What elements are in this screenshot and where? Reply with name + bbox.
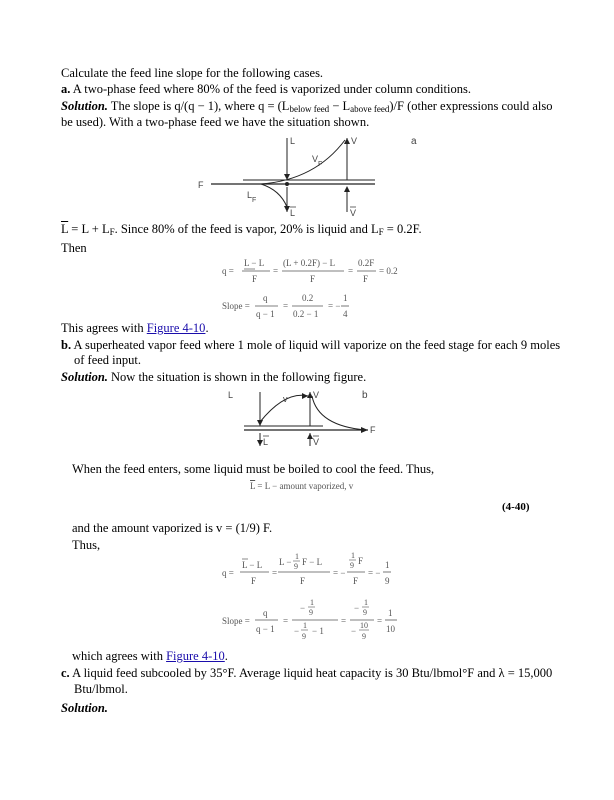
agrees-b-pre: which agrees with: [72, 649, 167, 663]
fig-b-label-V: V: [313, 390, 320, 400]
eq-b-slope-d2f-n: 1: [303, 621, 307, 630]
solution-a-minus: − L: [329, 99, 351, 113]
eq-b-q-n1: L − L: [242, 560, 263, 570]
eq-a-slope-d3: 4: [343, 309, 348, 319]
eq-440-lbar: $\overline{L}$: [250, 481, 256, 491]
eq-b-q-n3b: F: [358, 556, 364, 566]
solution-a-text1: The slope is q/(q − 1), where q = (L: [107, 99, 290, 113]
after-fig-a-sub1: F: [109, 227, 115, 237]
eq-b-q-n2-frac-d: 9: [294, 562, 298, 571]
fig-a-label-VF: V: [312, 154, 319, 164]
fig-b-label-F: F: [370, 425, 376, 435]
eq-b-q-n4: 1: [385, 560, 390, 570]
figure-4-10-link-b[interactable]: Figure 4-10: [166, 649, 225, 663]
fig-a-LF-curve: [261, 184, 287, 207]
eq-b-q-d2: F: [300, 576, 306, 586]
eq-b-slope-n2f-n: 1: [310, 598, 314, 607]
fig-a-label-Lbar: L: [290, 208, 296, 218]
eq-b-q-n2b: F − L: [302, 557, 323, 567]
part-b-solution: [61, 369, 366, 385]
equation-b-slope: [222, 598, 402, 642]
eq-b-slope-d3f-d: 9: [362, 632, 366, 641]
eq-b-q-n3-frac-n: 1: [351, 551, 355, 560]
eq-a-q-d1: F: [252, 274, 258, 284]
intro-text: Calculate the feed line slope for the following cases.: [61, 66, 324, 80]
svg-text:=: =: [341, 616, 347, 626]
eq-a-slope-d1: q − 1: [256, 309, 275, 319]
fig-a-label-F: F: [198, 180, 204, 190]
part-c-statement-2: Btu/lbmol.: [74, 682, 128, 696]
eq-a-slope-n2: 0.2: [302, 293, 314, 303]
eq-b-slope-d2: −: [294, 626, 300, 636]
solution-label-a: Solution.: [61, 99, 108, 113]
figure-b-superheated-feed: [228, 386, 378, 448]
fig-a-label-V: V: [351, 136, 358, 146]
fig-a-label-Vbar: V: [350, 208, 357, 218]
eq-a-q-d2: F: [310, 274, 316, 284]
part-b-text1: A superheated vapor feed where 1 mole of liquid will vaporize on the feed stage for each 9 moles: [71, 338, 561, 352]
fig-a-label-LF-sub: F: [252, 197, 257, 204]
eq-b-slope-n2f-d: 9: [309, 608, 313, 617]
agrees-b-post: .: [224, 649, 228, 663]
eq-b-q-d4: 9: [385, 576, 390, 586]
fig-b-F-curve: [312, 396, 366, 430]
agrees-a-pre: This agrees with: [61, 321, 147, 335]
eq-b-slope-n3f-d: 9: [363, 608, 367, 617]
eq-b-slope-d4: 10: [386, 624, 395, 634]
solution-label-c: Solution.: [61, 701, 108, 715]
eq-b-slope-n3: −: [354, 603, 360, 613]
amount-vaporized-text: and the amount vaporized is v = (1/9) F.: [72, 521, 273, 535]
svg-text:=: =: [273, 266, 279, 276]
part-a-text: A two-phase feed where 80% of the feed is vaporized under column conditions.: [70, 82, 471, 96]
equation-a-q: [222, 256, 402, 288]
eq-b-slope-n3f-n: 1: [364, 598, 368, 607]
eq-b-q-n2-frac-n: 1: [295, 552, 299, 561]
fig-a-label-LF: L: [247, 190, 253, 200]
eq-b-slope-n2: −: [300, 603, 306, 613]
agrees-a-post: .: [205, 321, 209, 335]
eq-a-q-n1: L − L: [244, 258, 265, 268]
part-c-text1: A liquid feed subcooled by 35°F. Average liquid heat capacity is 30 Btu/lbmol°F and λ = 15,000: [69, 666, 553, 680]
eq-a-q-lhs: q =: [222, 266, 234, 276]
after-fig-a-sub2: F: [378, 227, 384, 237]
eq-440-rest: = L − amount vaporized, v: [255, 481, 354, 491]
part-b-statement-1: [61, 337, 560, 353]
fig-b-label-Lbar: L: [263, 437, 269, 447]
eq-b-slope-lhs: Slope =: [222, 616, 250, 626]
agrees-b: [72, 648, 228, 664]
then-text: Then: [61, 241, 87, 255]
eq-b-q-n2a: L −: [279, 557, 292, 567]
eq-a-q-n2: (L + 0.2F) − L: [283, 258, 336, 268]
equation-b-q: [222, 551, 402, 591]
eq-b-q-sign3: = −: [333, 568, 346, 578]
part-a-solution-line2: be used). With a two-phase feed we have the situation shown.: [61, 115, 370, 129]
svg-text:=: =: [283, 616, 289, 626]
thus-text: Thus,: [72, 538, 101, 552]
fig-b-label-L: L: [228, 390, 234, 400]
sub-above-feed: above feed: [350, 104, 390, 114]
sub-below-feed: below feed: [289, 104, 330, 114]
agrees-a: [61, 320, 209, 336]
eq-b-q-d3: F: [353, 576, 359, 586]
fig-a-VF-curve: [261, 140, 345, 184]
eq-b-slope-d3: −: [351, 626, 357, 636]
equation-a-slope: [222, 293, 402, 323]
svg-text:=: =: [377, 616, 383, 626]
eq-b-q-lhs: q =: [222, 568, 234, 578]
equation-number: (4-40): [502, 501, 530, 513]
solution-b-text: Now the situation is shown in the following figure.: [107, 370, 367, 384]
part-a-after-figure: $\overline{L} = L + L_F$. Since 80% of the feed is vapor, 20% is liquid and $L_F = 0.2F$.: [61, 222, 422, 237]
part-b-statement-2: of feed input.: [74, 353, 141, 367]
eq-b-q-sign4: = −: [368, 568, 381, 578]
part-c-solution: [61, 700, 108, 716]
after-fig-a-1: = L + L: [68, 222, 110, 236]
eq-a-slope-d2: 0.2 − 1: [293, 309, 319, 319]
eq-a-slope-lhs: Slope =: [222, 301, 250, 311]
fig-a-label-VF-sub: F: [318, 161, 323, 168]
solution-label-b: Solution.: [61, 370, 108, 384]
equation-4-40: [250, 481, 353, 491]
feed-enters-text: When the feed enters, some liquid must be boiled to cool the feed. Thus,: [72, 462, 435, 476]
fig-a-label-L: L: [290, 136, 296, 146]
eq-a-slope-n1: q: [263, 293, 268, 303]
part-c-statement-1: [61, 665, 552, 681]
eq-a-slope-sign: = −: [328, 301, 341, 311]
fig-b-label-Vbar: V: [313, 437, 320, 447]
figure-a-two-phase-feed: [195, 132, 435, 220]
part-a-statement: [61, 81, 471, 97]
after-fig-a-3: = 0.2F.: [383, 222, 422, 236]
eq-a-q-d3: F: [363, 274, 369, 284]
svg-text:=: =: [283, 301, 289, 311]
eq-b-slope-n4: 1: [388, 608, 393, 618]
part-a-label: a.: [61, 82, 71, 96]
fig-b-label-v: v: [283, 394, 288, 404]
svg-text:=: =: [348, 266, 354, 276]
svg-text:=: =: [272, 568, 278, 578]
solution-a-text1-end: )/F (other expressions could also: [389, 99, 553, 113]
eq-b-q-d1: F: [251, 576, 257, 586]
eq-a-q-result: = 0.2: [379, 266, 398, 276]
eq-a-slope-n3: 1: [343, 293, 348, 303]
eq-b-slope-d3f-n: 10: [360, 621, 368, 630]
fig-b-letter: b: [362, 390, 368, 401]
eq-b-q-n3-frac-d: 9: [350, 561, 354, 570]
eq-a-q-n3: 0.2F: [358, 258, 375, 268]
fig-a-letter: a: [411, 136, 417, 147]
part-b-label: b.: [61, 338, 72, 352]
after-fig-a-2: . Since 80% of the feed is vapor, 20% is liquid and L: [114, 222, 379, 236]
eq-b-slope-n1: q: [263, 608, 268, 618]
figure-4-10-link-a[interactable]: Figure 4-10: [146, 321, 206, 335]
part-c-label: c.: [61, 666, 70, 680]
eq-b-slope-d1: q − 1: [256, 624, 275, 634]
eq-b-slope-d2f-d: 9: [302, 632, 306, 641]
eq-b-slope-d2-tail: − 1: [312, 626, 324, 636]
